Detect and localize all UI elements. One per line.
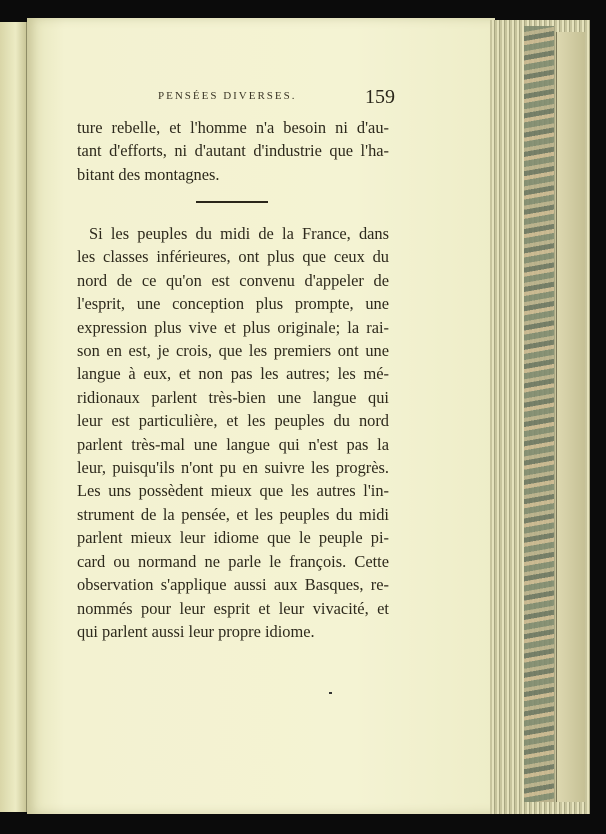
- text-line: ture rebelle, et l'homme n'a besoin ni d'au-: [77, 118, 389, 137]
- text-line: les classes inférieures, ont plus que ceux du: [77, 247, 389, 267]
- page-number: 159: [365, 86, 395, 108]
- text-line: l'esprit, une conception plus prompte, une: [77, 294, 389, 314]
- text-line: strument de la pensée, et les peuples du midi: [77, 504, 389, 524]
- text-line: bitant des montagnes.: [77, 164, 220, 184]
- text-line: parlent très-mal une langue qui n'est pas la: [77, 434, 389, 454]
- running-title: PENSÉES DIVERSES.: [158, 90, 297, 102]
- text-line: langue à eux, et non pas les autres; les mé-: [77, 364, 389, 384]
- facing-page-edge: [0, 22, 27, 812]
- ink-speck: [329, 692, 332, 694]
- section-divider: [196, 201, 268, 203]
- text-line: tant d'efforts, ni d'autant d'industrie que l'ha-: [77, 141, 389, 161]
- marbled-edge: [524, 26, 554, 802]
- text-line: Les uns possèdent mieux que les autres l'in-: [77, 481, 389, 501]
- paragraph-2: [77, 222, 389, 643]
- text-line: leur est particulière, et les peuples du nord: [77, 411, 389, 431]
- cover-edge: [556, 32, 585, 802]
- page-block-edges: [490, 20, 590, 814]
- text-line: son en est, je crois, que les premiers ont une: [77, 341, 389, 361]
- text-line: observation s'applique aussi aux Basques, re-: [77, 575, 389, 595]
- text-line: expression plus vive et plus originale; la rai-: [77, 317, 389, 337]
- text-line: qui parlent aussi leur propre idiome.: [77, 621, 315, 641]
- text-line: parlent mieux leur idiome que le peuple pi-: [77, 528, 389, 548]
- text-line: leur, puisqu'ils n'ont pu en suivre les progrès.: [77, 458, 389, 478]
- text-line: card ou normand ne parle le françois. Cette: [77, 551, 389, 571]
- text-line: Si les peuples du midi de la France, dans: [89, 224, 389, 243]
- text-line: nord de ce qu'on est convenu d'appeler de: [77, 270, 389, 290]
- text-line: nommés pour leur esprit et leur vivacité, et: [77, 598, 389, 618]
- paragraph-1: [77, 116, 389, 186]
- text-line: ridionaux parlent très-bien une langue qui: [77, 387, 389, 407]
